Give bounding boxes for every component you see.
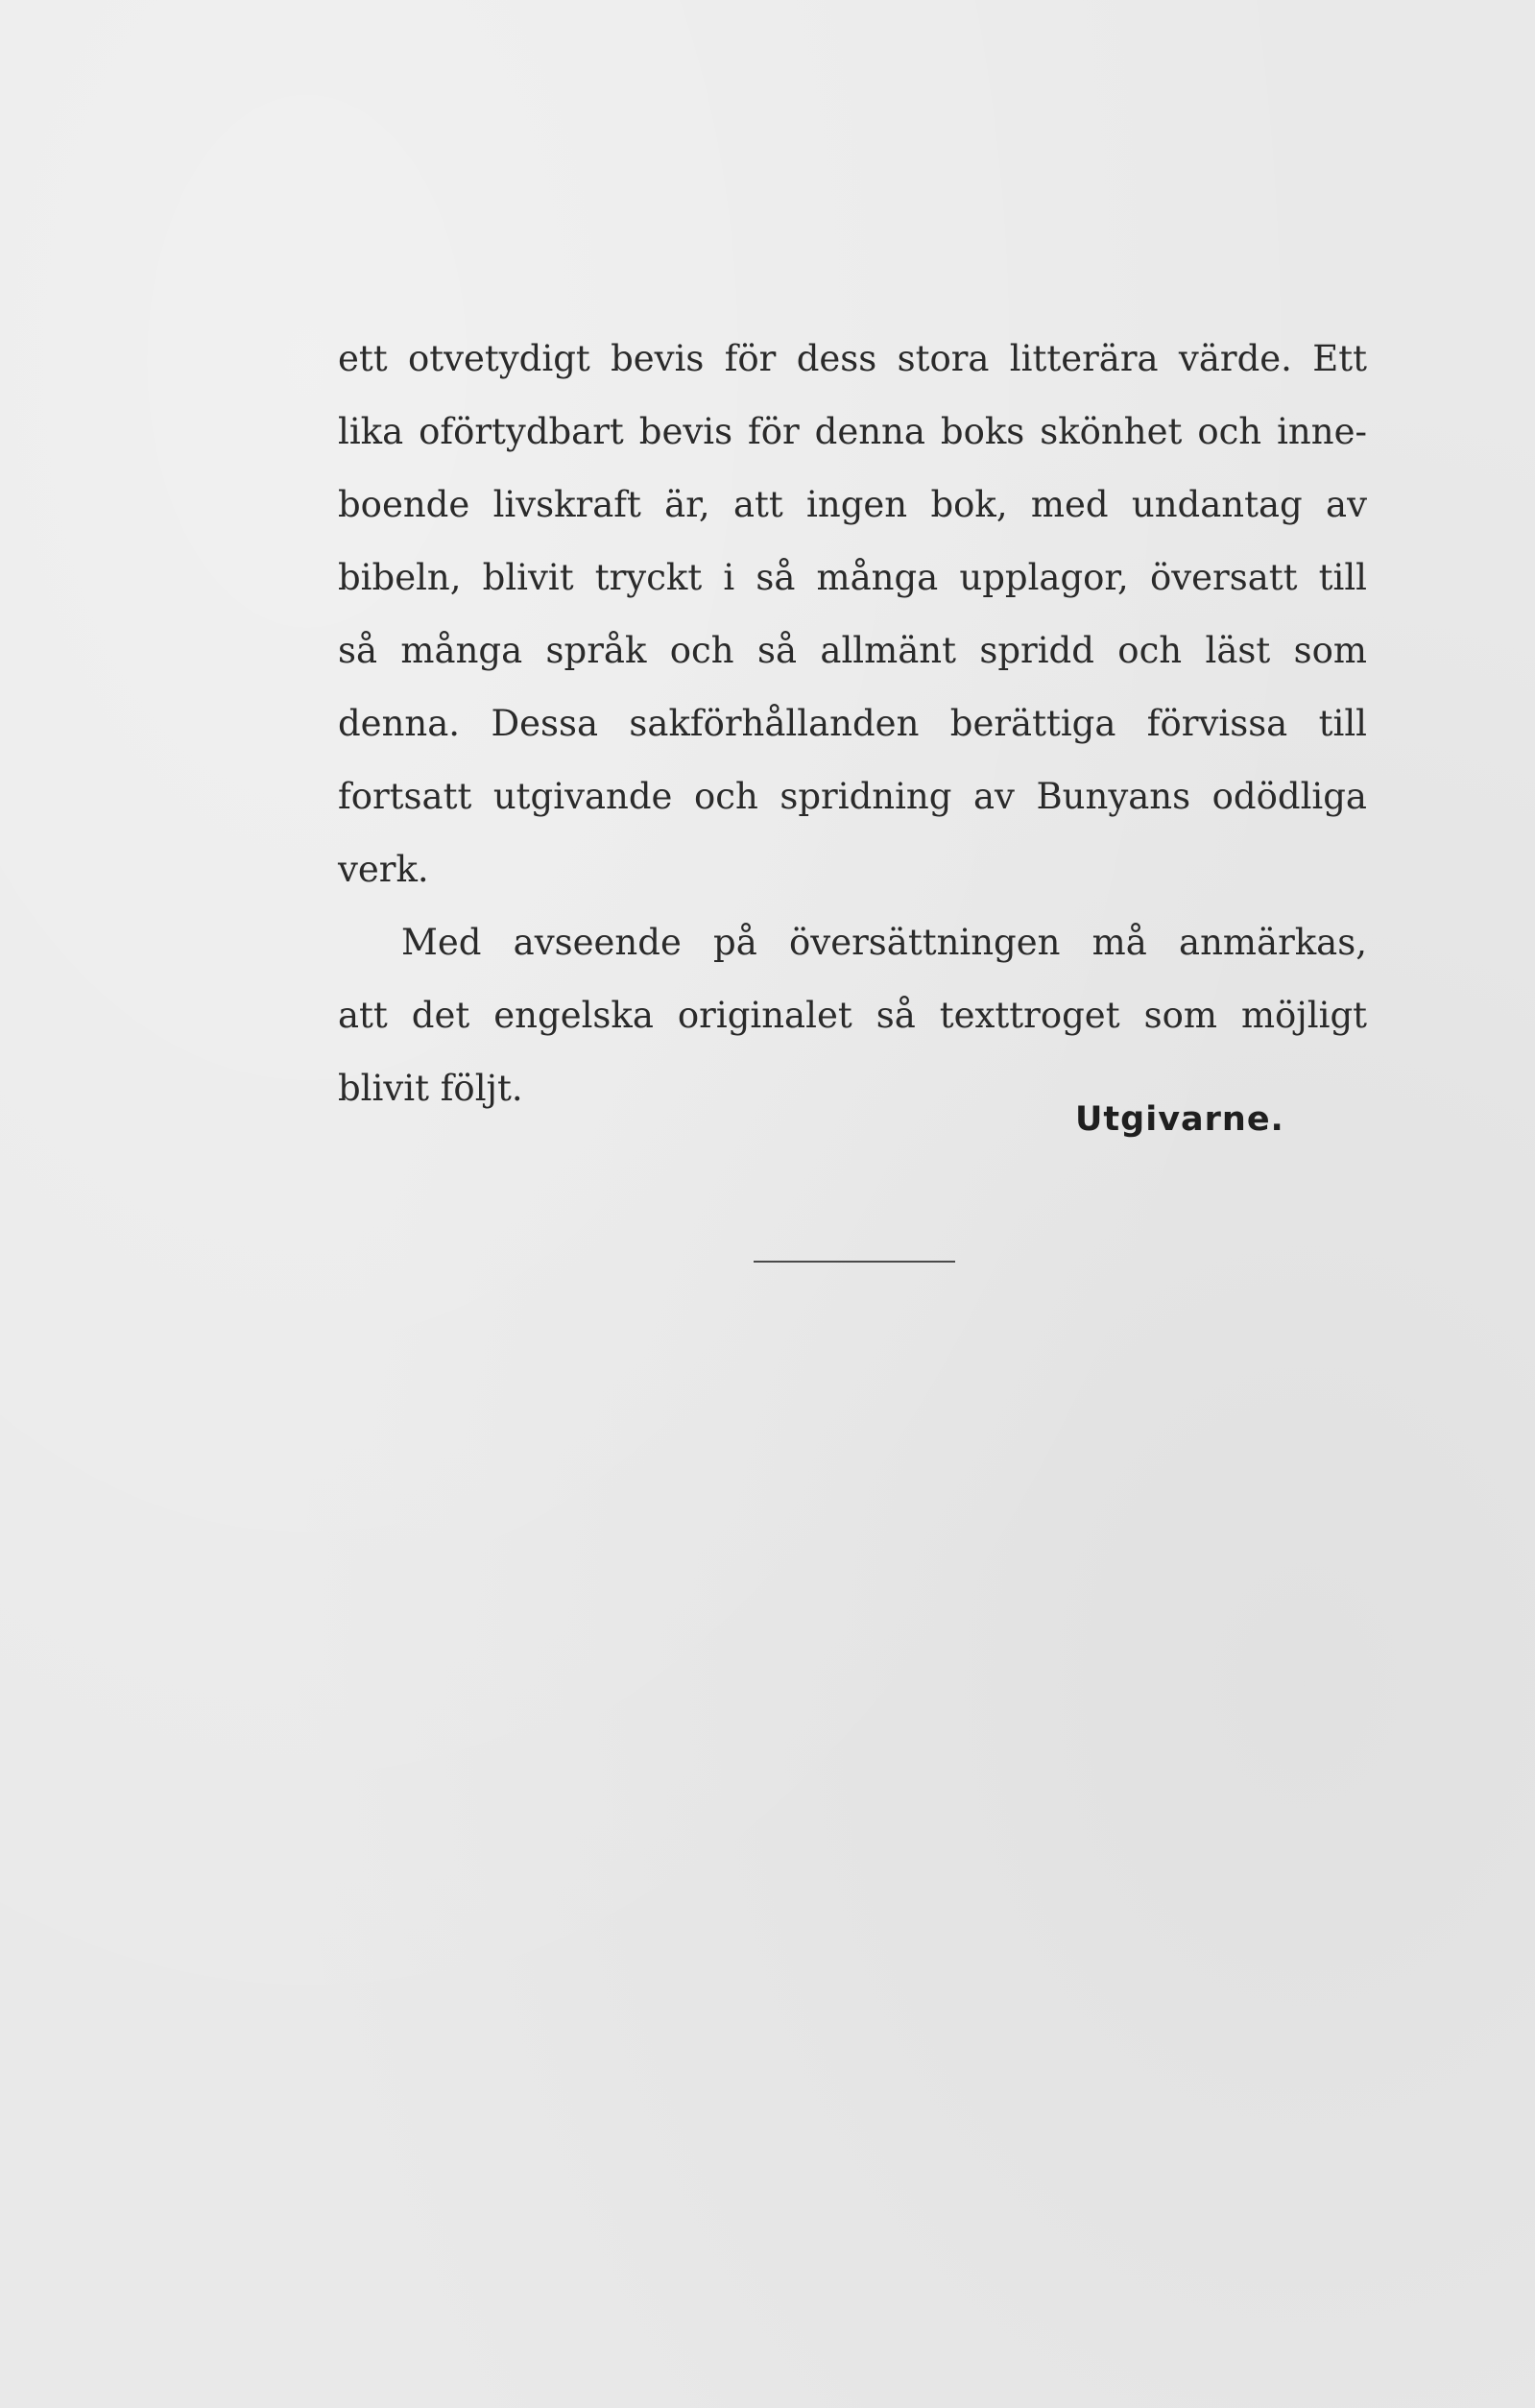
text-line: lika oförtydbart bevis för denna boks skönhet och inne- [338,411,1367,452]
text-line: fortsatt utgivande och spridning av Bunyans odödliga [338,776,1367,817]
text-line: bibeln, blivit tryckt i så många upplagor, översatt till [338,557,1367,598]
text-line: så många språk och så allmänt spridd och läst som [338,630,1367,671]
section-divider [754,1261,955,1263]
preface-text [338,323,1367,1125]
text-line: Med avseende på översättningen må anmärkas, [401,922,1367,963]
signature: Utgivarne. [1075,1100,1284,1139]
text-line: att det engelska originalet så texttroget som möjligt [338,995,1367,1036]
text-line: ett otvetydigt bevis för dess stora litterära värde. Ett [338,338,1367,379]
text-line: blivit följt. [338,1068,523,1109]
text-line: boende livskraft är, att ingen bok, med undantag av [338,484,1367,525]
text-line: denna. Dessa sakförhållanden berättiga förvissa till [338,703,1367,744]
text-line: verk. [338,849,429,890]
